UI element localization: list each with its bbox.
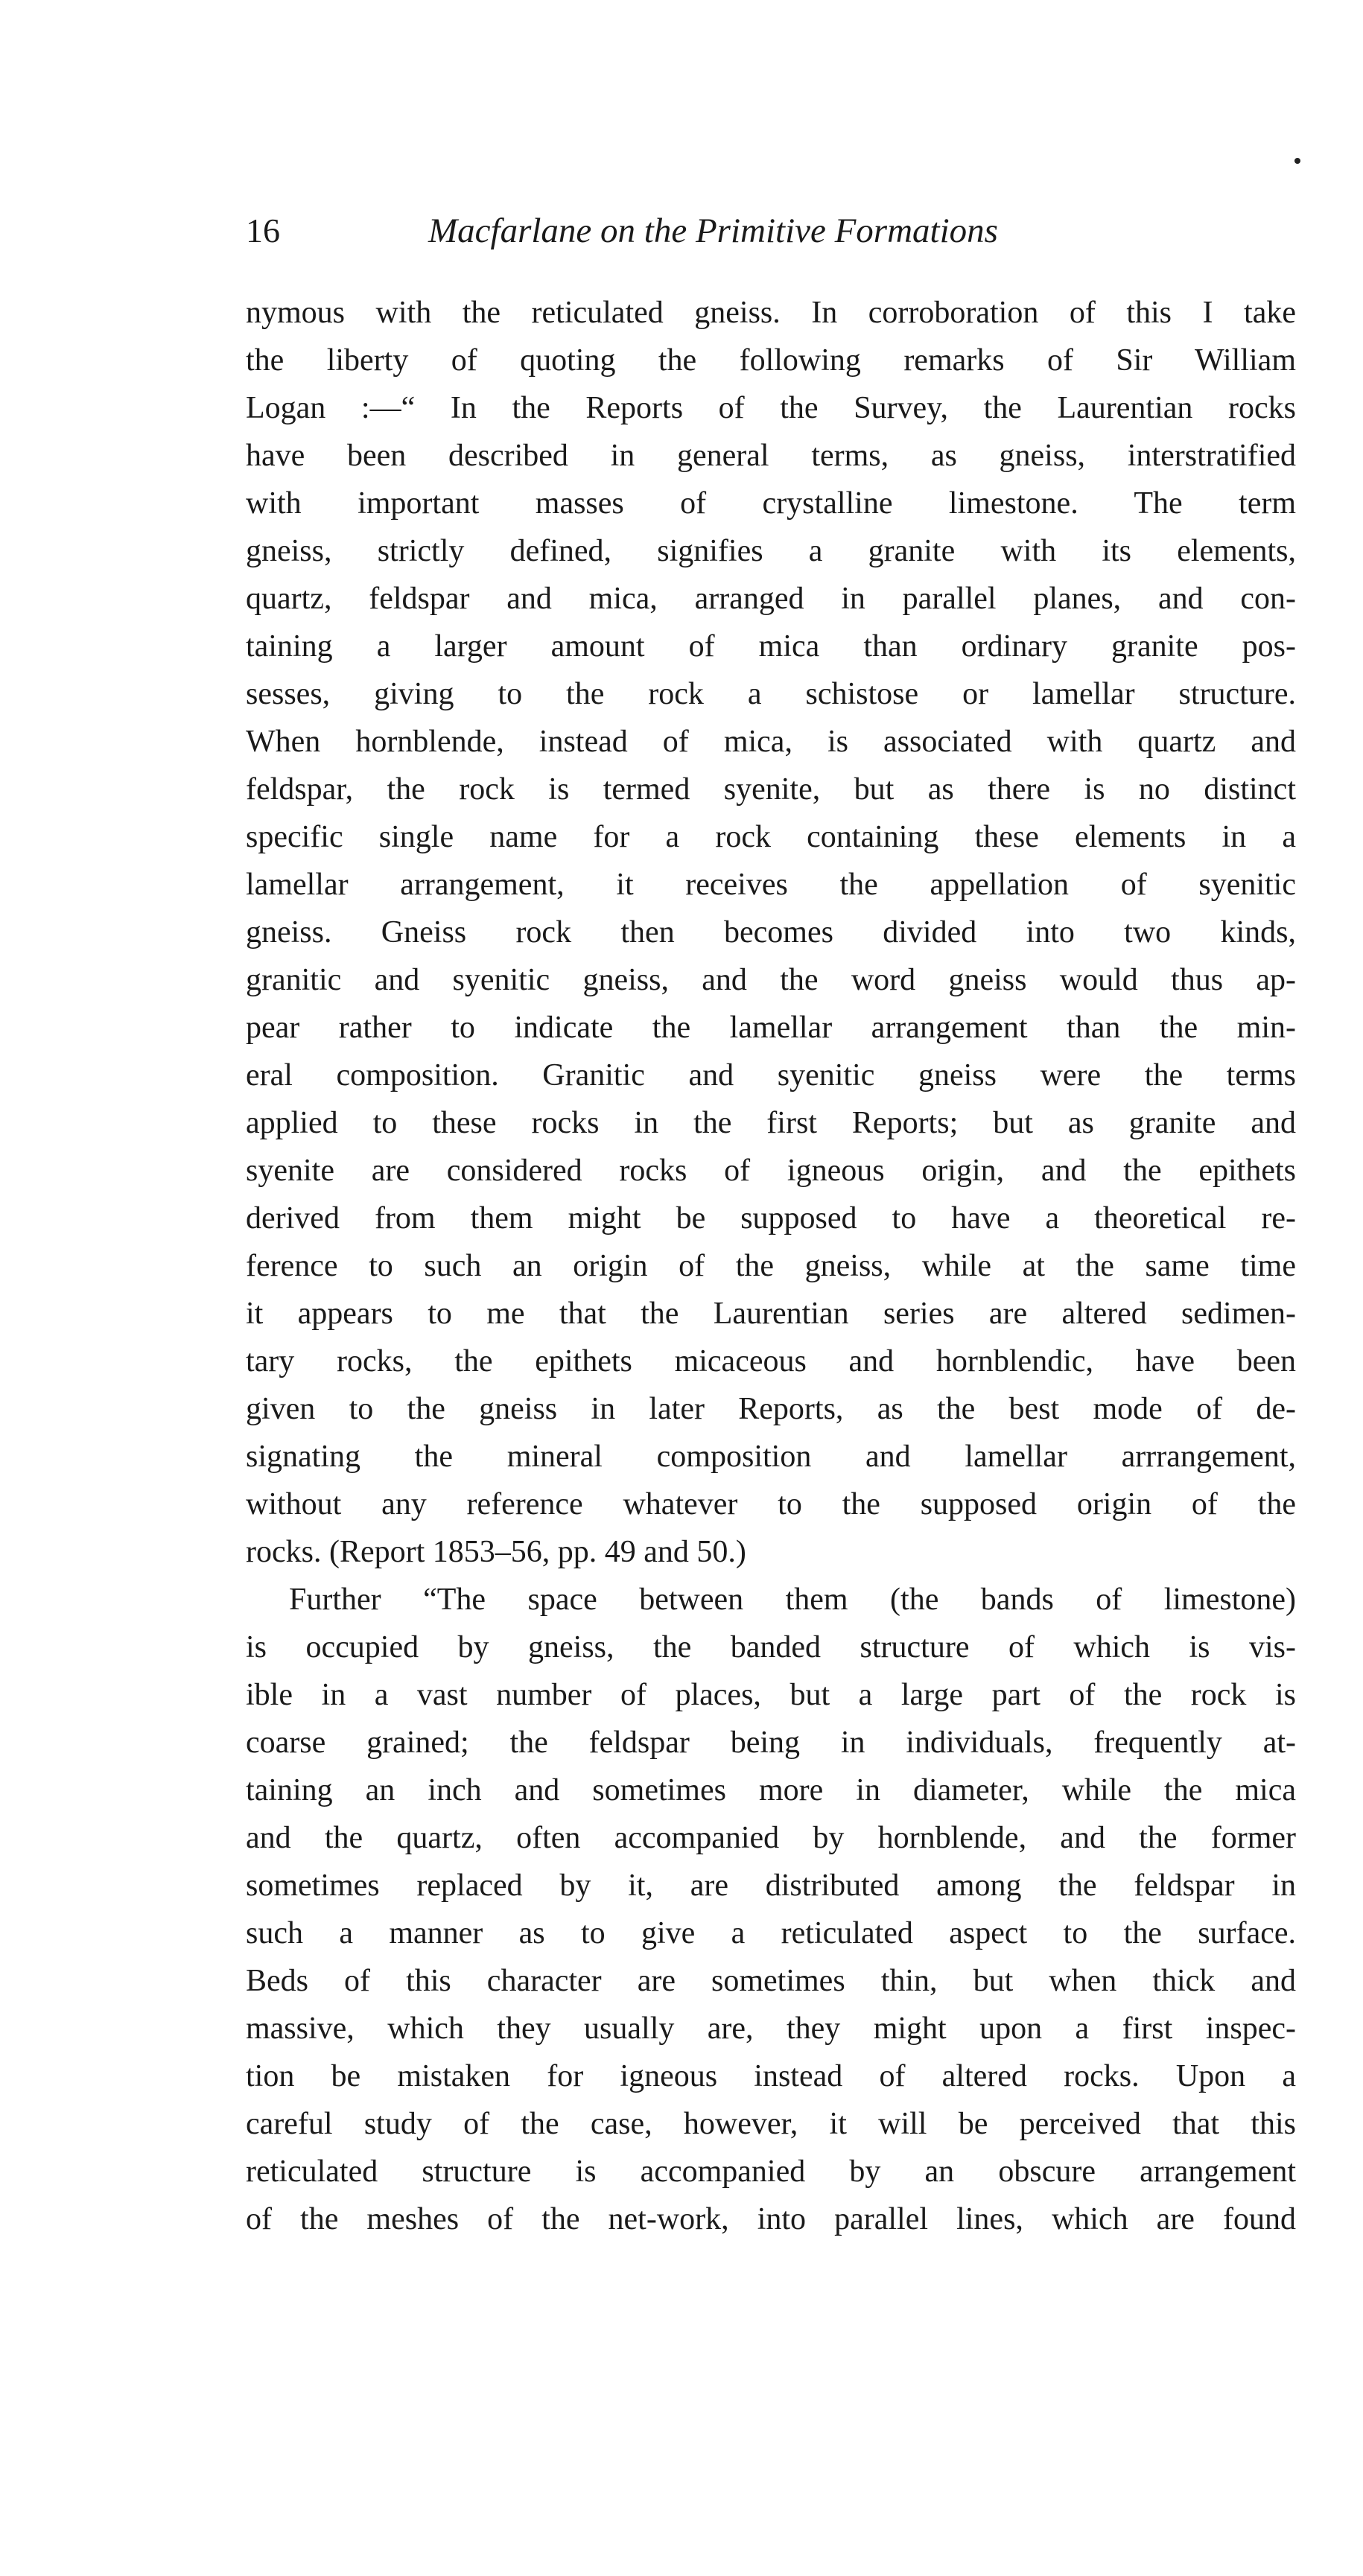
text-line: lamellar arrangement, it receives the appellation of syenitic	[246, 868, 1296, 902]
text-line: massive, which they usually are, they might upon a first inspec-	[246, 2011, 1296, 2046]
text-line: applied to these rocks in the first Reports; but as granite and	[246, 1106, 1296, 1140]
running-title: Macfarlane on the Primitive Formations	[428, 212, 998, 250]
text-line: gneiss, strictly defined, signifies a granite with its elements,	[246, 534, 1296, 568]
text-line: without any reference whatever to the supposed origin of the	[246, 1487, 1296, 1521]
text-line: reticulated structure is accompanied by an obscure arrangement	[246, 2154, 1296, 2189]
text-line: Logan :—“ In the Reports of the Survey, the Laurentian rocks	[246, 391, 1296, 425]
text-line: the liberty of quoting the following remarks of Sir William	[246, 343, 1296, 378]
text-line: tion be mistaken for igneous instead of altered rocks. Upon a	[246, 2059, 1296, 2093]
text-line: quartz, feldspar and mica, arranged in parallel planes, and con-	[246, 582, 1296, 616]
text-line: Further “The space between them (the bands of limestone)	[289, 1583, 1296, 1617]
text-line: given to the gneiss in later Reports, as the best mode of de-	[246, 1392, 1296, 1426]
ink-speck	[1294, 158, 1300, 164]
text-line: such a manner as to give a reticulated aspect to the surface.	[246, 1916, 1296, 1950]
text-line: pear rather to indicate the lamellar arrangement than the min-	[246, 1011, 1296, 1045]
text-line: of the meshes of the net-work, into parallel lines, which are found	[246, 2202, 1296, 2236]
text-line: is occupied by gneiss, the banded structure of which is vis-	[246, 1630, 1296, 1664]
text-line: Beds of this character are sometimes thin, but when thick and	[246, 1964, 1296, 1998]
text-line: rocks. (Report 1853–56, pp. 49 and 50.)	[246, 1535, 746, 1569]
text-line: eral composition. Granitic and syenitic gneiss were the terms	[246, 1058, 1296, 1093]
text-line: specific single name for a rock containing these elements in a	[246, 820, 1296, 854]
text-line: nymous with the reticulated gneiss. In corroboration of this I take	[246, 296, 1296, 330]
text-line: with important masses of crystalline limestone. The term	[246, 486, 1296, 521]
text-line: tary rocks, the epithets micaceous and hornblendic, have been	[246, 1344, 1296, 1378]
text-line: careful study of the case, however, it will be perceived that this	[246, 2107, 1296, 2141]
text-line: gneiss. Gneiss rock then becomes divided into two kinds,	[246, 915, 1296, 950]
text-line: have been described in general terms, as gneiss, interstratified	[246, 439, 1296, 473]
body-text	[246, 289, 1296, 2243]
text-line: ference to such an origin of the gneiss, while at the same time	[246, 1249, 1296, 1283]
text-line: signating the mineral composition and lamellar arrrangement,	[246, 1440, 1296, 1474]
text-line: ible in a vast number of places, but a large part of the rock is	[246, 1678, 1296, 1712]
text-line: granitic and syenitic gneiss, and the word gneiss would thus ap-	[246, 963, 1296, 997]
text-line: it appears to me that the Laurentian series are altered sedimen-	[246, 1297, 1296, 1331]
text-line: and the quartz, often accompanied by hornblende, and the former	[246, 1821, 1296, 1855]
text-line: syenite are considered rocks of igneous origin, and the epithets	[246, 1154, 1296, 1188]
text-line: sesses, giving to the rock a schistose or lamellar structure.	[246, 677, 1296, 711]
running-head	[246, 201, 1125, 261]
text-line: taining an inch and sometimes more in diameter, while the mica	[246, 1773, 1296, 1807]
text-line: feldspar, the rock is termed syenite, but as there is no distinct	[246, 772, 1296, 807]
text-line: coarse grained; the feldspar being in individuals, frequently at-	[246, 1726, 1296, 1760]
text-line: sometimes replaced by it, are distributed among the feldspar in	[246, 1869, 1296, 1903]
text-line: derived from them might be supposed to have a theoretical re-	[246, 1201, 1296, 1235]
page-number: 16	[246, 212, 280, 249]
text-line: taining a larger amount of mica than ordinary granite pos-	[246, 629, 1296, 664]
text-line: When hornblende, instead of mica, is associated with quartz and	[246, 725, 1296, 759]
